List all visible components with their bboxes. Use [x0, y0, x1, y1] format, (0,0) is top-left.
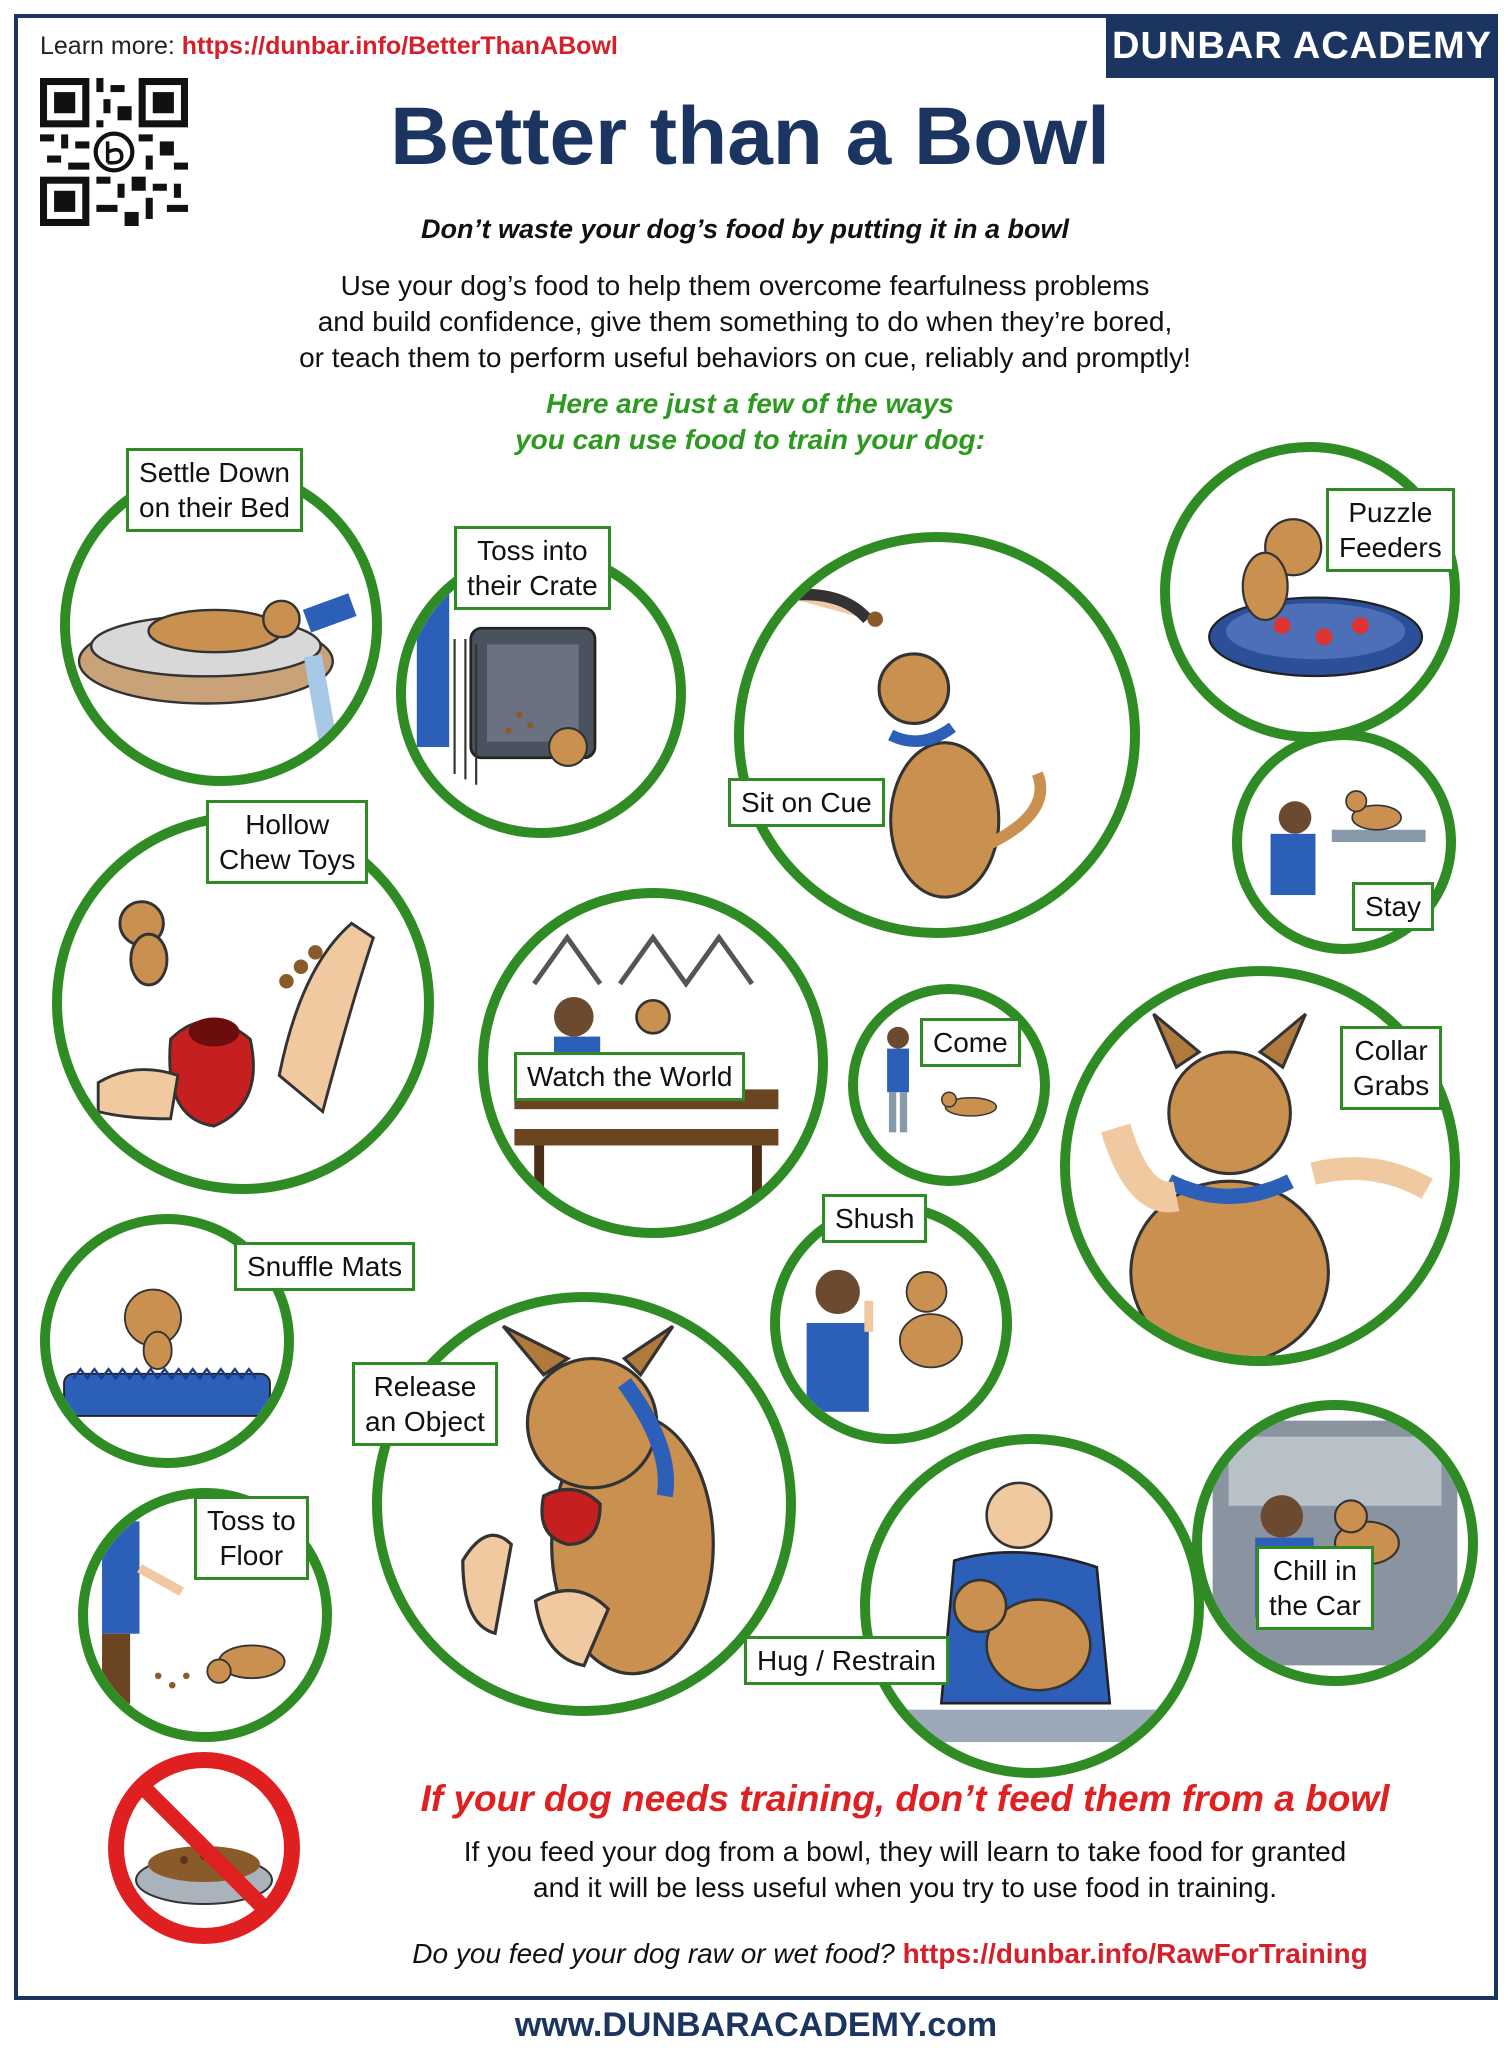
- intro-paragraph: [200, 268, 1290, 376]
- qr-code-icon[interactable]: [40, 78, 188, 226]
- label-chill-car: [1256, 1546, 1374, 1630]
- hug-restrain-illustration: [860, 1434, 1204, 1778]
- no-bowl-icon: [104, 1748, 304, 1948]
- learn-more-line: [40, 32, 618, 61]
- bowl-warning-heading: If your dog needs training, don’t feed them from a bowl: [420, 1778, 1390, 1819]
- bowl-warning-line: and it will be less useful when you try to use food in training.: [533, 1872, 1277, 1903]
- brand-tab: DUNBAR ACADEMY: [1106, 14, 1498, 78]
- label-crate: [454, 526, 611, 610]
- label-release-object: [352, 1362, 498, 1446]
- label-line: Collar: [1354, 1035, 1428, 1066]
- label-line: Watch the World: [527, 1061, 733, 1092]
- intro-line: or teach them to perform useful behaviors on cue, reliably and promptly!: [299, 342, 1191, 373]
- label-settle-bed: [126, 448, 303, 532]
- intro-line: and build confidence, give them something to do when they’re bored,: [317, 306, 1173, 337]
- label-watch-world: [514, 1052, 745, 1101]
- ways-heading-line: Here are just a few of the ways: [546, 388, 954, 419]
- label-line: their Crate: [467, 570, 598, 601]
- label-line: Hug / Restrain: [757, 1645, 936, 1676]
- label-line: Hollow: [245, 809, 330, 840]
- label-shush: [822, 1194, 927, 1243]
- ways-heading: [300, 386, 1200, 458]
- raw-food-line: [300, 1938, 1480, 1970]
- label-line: Sit on Cue: [741, 787, 872, 818]
- label-line: Come: [933, 1027, 1008, 1058]
- footer-website[interactable]: www.DUNBARACADEMY.com: [514, 2006, 998, 2044]
- come-illustration: [848, 984, 1050, 1186]
- label-sit-on-cue: [728, 778, 885, 827]
- ways-heading-line: you can use food to train your dog:: [515, 424, 985, 455]
- label-hollow-chew-toys: [206, 800, 368, 884]
- label-toss-floor: [194, 1496, 309, 1580]
- label-line: the Car: [1269, 1590, 1361, 1621]
- learn-more-link[interactable]: https://dunbar.info/BetterThanABowl: [181, 32, 618, 60]
- label-line: Grabs: [1353, 1070, 1430, 1101]
- page-subtitle: Don’t waste your dog’s food by putting it in a bowl: [421, 214, 1069, 244]
- label-line: Puzzle: [1348, 497, 1433, 528]
- label-line: on their Bed: [139, 492, 290, 523]
- raw-food-question: Do you feed your dog raw or wet food?: [412, 1938, 895, 1969]
- label-stay: [1352, 882, 1434, 931]
- sit-on-cue-illustration: [734, 532, 1140, 938]
- label-line: Release: [373, 1371, 477, 1402]
- label-line: Chill in: [1272, 1555, 1357, 1586]
- release-object-illustration: [372, 1292, 796, 1716]
- label-snuffle-mats: [234, 1242, 415, 1291]
- page-title: Better than a Bowl: [390, 91, 1110, 182]
- puzzle-feeder-illustration: [1160, 442, 1460, 742]
- bowl-warning-line: If you feed your dog from a bowl, they will learn to take food for granted: [463, 1836, 1347, 1867]
- intro-line: Use your dog’s food to help them overcome fearfulness problems: [340, 270, 1150, 301]
- label-line: Shush: [835, 1203, 915, 1234]
- label-puzzle-feeders: [1326, 488, 1455, 572]
- label-line: an Object: [365, 1406, 485, 1437]
- label-line: Snuffle Mats: [247, 1251, 403, 1282]
- label-come: [920, 1018, 1021, 1067]
- label-hug-restrain: [744, 1636, 949, 1685]
- learn-more-label: Learn more:: [40, 32, 175, 60]
- label-line: Settle Down: [139, 457, 290, 488]
- label-collar-grabs: [1340, 1026, 1442, 1110]
- label-line: Feeders: [1339, 532, 1442, 563]
- chill-car-illustration: [1192, 1400, 1478, 1686]
- label-line: Floor: [219, 1540, 284, 1571]
- label-line: Chew Toys: [219, 844, 356, 875]
- label-line: Toss to: [207, 1505, 296, 1536]
- label-line: Toss into: [477, 535, 588, 566]
- raw-food-link[interactable]: https://dunbar.info/RawForTraining: [902, 1938, 1368, 1969]
- bowl-warning-text: [330, 1834, 1480, 1906]
- label-line: Stay: [1365, 891, 1422, 922]
